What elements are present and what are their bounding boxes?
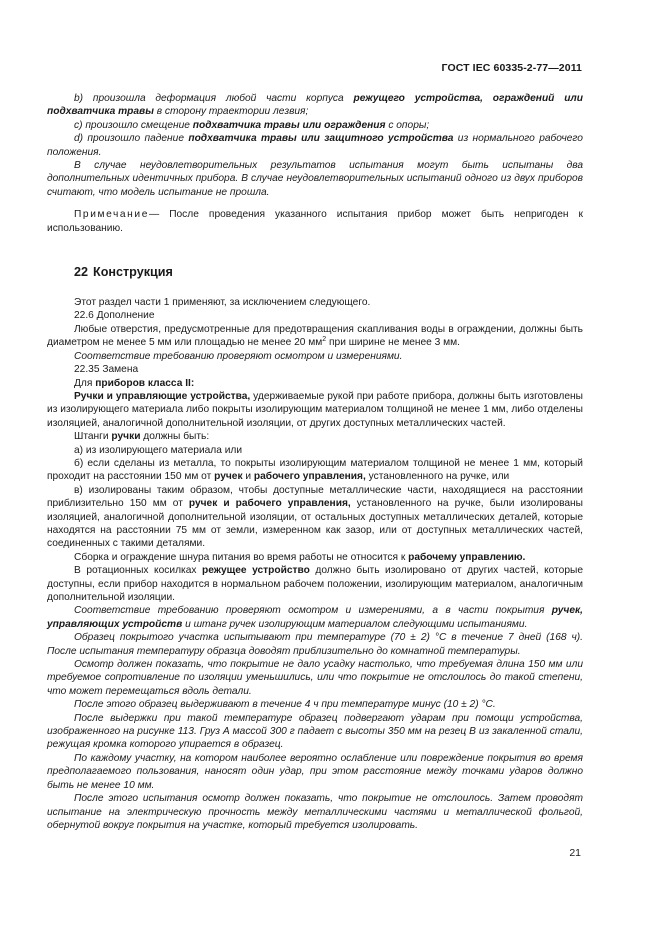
inspection-paragraph: Осмотр должен показать, что покрытие не дало усадку настолько, что требуемая длина 150 мм или требуемое сопротивление по изоляции уменьшились, или что покрытие не отслоилось до такой степени, что может перемещаться вдоль детали. bbox=[47, 659, 583, 697]
clause-22-6: 22.6 Дополнение bbox=[74, 310, 155, 322]
final-paragraph: После этого испытания осмотр должен показать, что покрытие не отслоилось. Затем проводят испытание на электрическую прочность между металлическими частями и металлической фольгой, обернутой вокруг покрытия на участке, который требуется изолировать. bbox=[47, 793, 583, 831]
clause-22-35: 22.35 Замена bbox=[74, 364, 139, 376]
item-c: c) произошло смещение подхватчика травы или ограждения с опоры; bbox=[74, 119, 430, 131]
class2-heading: Для приборов класса II: bbox=[74, 377, 195, 389]
shafts-paragraph: Штанги ручки должны быть: bbox=[74, 431, 210, 443]
check-paragraph-2: Соответствие требованию проверяют осмотром и измерениями, а в части покрытия ручек, управляющих устройств и штанг ручек изолирующим материалом следующими испытаниями. bbox=[47, 605, 583, 630]
handles-paragraph: Ручки и управляющие устройства, удерживаемые рукой при работе прибора, должны быть изготовлены из изолирующего материала либо покрыты изолирующим материалом толщиной не менее 1 мм, либо отделены изоляцией, аналогичной дополнительной изоляции, от других доступных металлических частей. bbox=[47, 390, 583, 429]
item-d: d) произошло падение подхватчика травы или защитного устройства из нормального рабочего положения. bbox=[47, 133, 583, 158]
check-paragraph-1: Соответствие требованию проверяют осмотром и измерениями. bbox=[74, 350, 403, 362]
sample-paragraph: Образец покрытого участка испытывают при температуре (70 ± 2) °С в течение 7 дней (168 ч). После испытания температуру образца доводят приблизительно до комнатной температуры. bbox=[47, 632, 583, 657]
section-intro: Этот раздел части 1 применяют, за исключением следующего. bbox=[74, 297, 371, 309]
list-item-a: а) из изолирующего материала или bbox=[74, 444, 243, 456]
holes-paragraph: Любые отверстия, предусмотренные для предотвращения скапливания воды в ограждении, должны быть диаметром не менее 5 мм или площадью не менее 20 $мм^2$ при ширине не менее 3 мм. bbox=[47, 323, 583, 349]
rotary-paragraph: В ротационных косилках режущее устройство должно быть изолировано от других частей, которые доступны, если прибор находится в нормальном рабочем положении, изолирующим материалом, аналогичным дополнительной изоляции. bbox=[47, 565, 583, 603]
page-number: 21 bbox=[569, 847, 581, 859]
list-item-b: б) если сделаны из металла, то покрыты изолирующим материалом толщиной не менее 1 мм, который проходит на расстоянии 150 мм от ручек и рабочего управления, установленного на ручке, или bbox=[47, 457, 583, 483]
note-label: Примечание bbox=[74, 209, 149, 221]
cold-paragraph: После этого образец выдерживают в течение 4 ч при температуре минус (10 ± 2) °С. bbox=[74, 699, 496, 711]
impact-paragraph: После выдержки при такой температуре образец подвергают ударам при помощи устройства, изображенного на рисунке 113. Груз А массой 300 г падает с высоты 350 мм на резец В из закаленной стали, режущая кромка которого упирается в образец. bbox=[47, 712, 583, 751]
section-heading: 22 Конструкция bbox=[74, 265, 173, 280]
document-id-header: ГОСТ IEC 60335-2-77—2011 bbox=[441, 62, 582, 74]
page-body bbox=[47, 92, 583, 832]
failure-paragraph: В случае неудовлетворительных результатов испытания могут быть испытаны два дополнительных идентичных прибора. В случае неудовлетворительных испытаний одного из двух приборов считают, что модель испытание не прошла. bbox=[47, 160, 583, 198]
item-b: b) произошла деформация любой части корпуса режущего устройства, ограждений или подхватчика травы в сторону траектории лезвия; bbox=[47, 93, 583, 118]
note: Примечание— После проведения указанного испытания прибор может быть непригоден к использованию. bbox=[47, 209, 583, 234]
list-item-v: в) изолированы таким образом, чтобы доступные металлические части, находящиеся на расстоянии приблизительно 150 мм от ручек и рабочего управления, установленного на ручке, были изолированы изоляцией, аналогичной дополнительной изоляции, от остальных доступных металлических деталей, которые находятся на расстоянии 75 мм от земли, измеренном как зазор, или от доступных металлических частей, соединенных с такими деталями. bbox=[47, 484, 584, 550]
cord-paragraph: Сборка и ограждение шнура питания во время работы не относится к рабочему управлению. bbox=[74, 551, 526, 563]
per-section-paragraph: По каждому участку, на котором наиболее вероятно ослабление или повреждение покрытия во время предполагаемого пользования, наносят один удар, при этом расстояние между точками ударов должно быть не менее 10 мм. bbox=[47, 752, 583, 791]
